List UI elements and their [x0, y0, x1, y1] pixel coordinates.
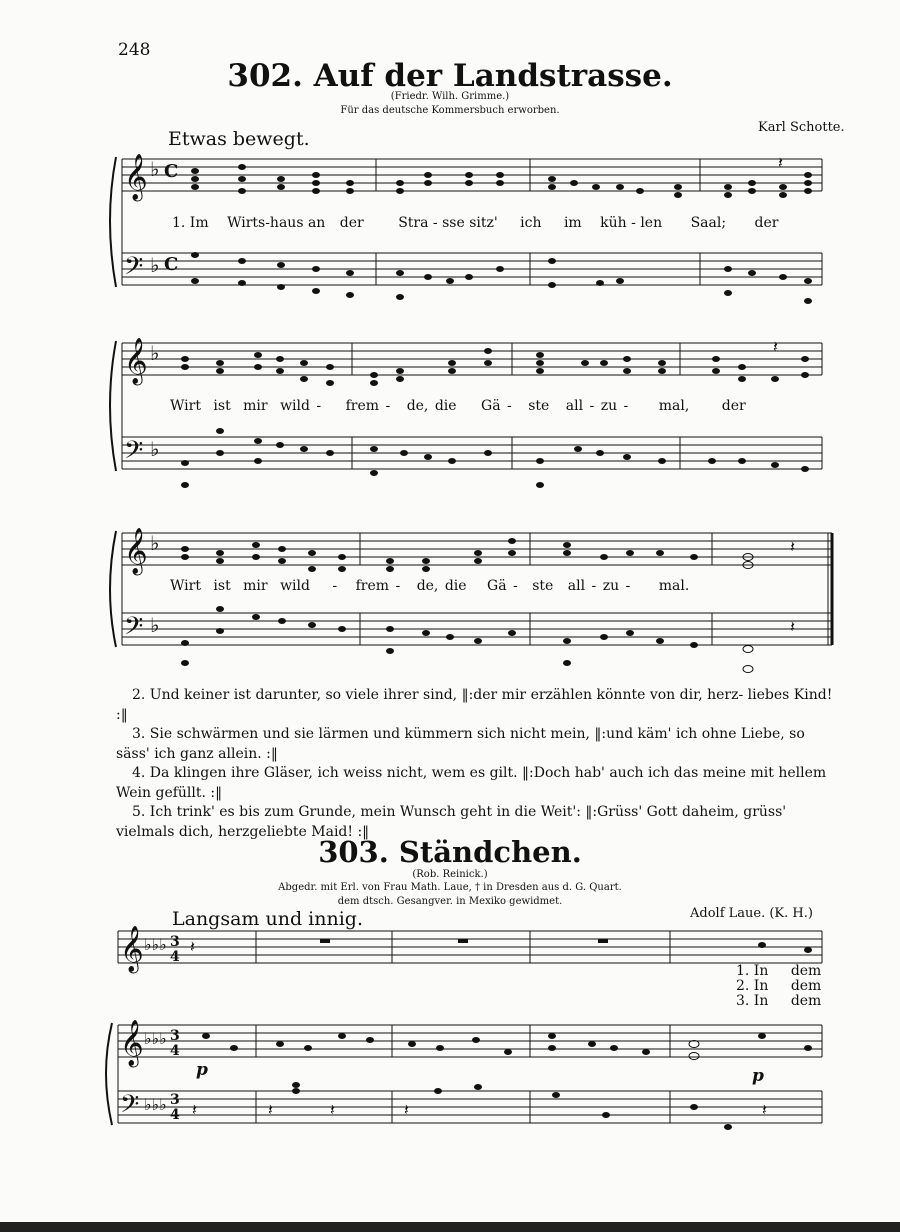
rests [190, 153, 795, 1119]
treble-clef-icon: 𝄞 [124, 154, 148, 200]
dynamic-piano-marking: p [196, 1060, 208, 1080]
svg-text:4: 4 [170, 1043, 180, 1059]
verse-4: 4. Da klingen ihre Gläser, ich weiss nicht, wem es gilt. ‖:Doch hab' auch ich das meine mit hellem Wein gefüllt. :‖ [116, 765, 827, 801]
song-302-composer: Karl Schotte. [758, 120, 845, 135]
time-signature-3-4: 3 [170, 934, 180, 950]
svg-text:3: 3 [170, 1028, 180, 1044]
page-edge [0, 1222, 900, 1232]
flat-icon: ♭ [150, 157, 160, 181]
svg-text:𝄞: 𝄞 [124, 528, 148, 574]
svg-text:𝄽: 𝄽 [330, 1100, 335, 1119]
svg-text:4: 4 [170, 949, 180, 965]
song-302-lyricist: (Friedr. Wilh. Grimme.) [390, 91, 510, 102]
verse-5: 5. Ich trink' es bis zum Grunde, mein Wunsch geht in die Weit': ‖:Grüss' Gott daheim, grüss' vielmals dich, herzgeliebte Maid! :‖ [116, 804, 787, 840]
svg-text:♭♭♭: ♭♭♭ [144, 935, 167, 954]
svg-text:♭: ♭ [150, 531, 160, 555]
svg-text:♭♭♭: ♭♭♭ [144, 1029, 167, 1048]
song-303-note-1: Abgedr. mit Erl. von Frau Math. Laue, † in Dresden aus d. G. Quart. [278, 882, 622, 893]
svg-text:𝄢: 𝄢 [124, 612, 144, 647]
verse-3: 3. Sie schwärmen und sie lärmen und kümmern sich nicht mein, ‖:und käm' ich ohne Liebe, so säss' ich ganz allein. :‖ [116, 726, 805, 762]
lyrics-line-1: 1. Im Wirts-haus an der Stra - sse sitz' ich im küh - len Saal; der [172, 215, 779, 231]
song-302-tempo: Etwas bewegt. [168, 128, 310, 150]
svg-text:𝄞: 𝄞 [120, 926, 144, 972]
system1-bass-staff [122, 253, 822, 285]
svg-text:𝄢: 𝄢 [120, 1090, 140, 1125]
song-303-verse-starts: 1. In dem 2. In dem 3. In dem [736, 963, 822, 1009]
song-302-title: 302. Auf der Landstrasse. [227, 58, 673, 94]
song-303-lyricist: (Rob. Reinick.) [412, 869, 488, 880]
svg-text:𝄽: 𝄽 [790, 537, 795, 556]
song-302-note: Für das deutsche Kommersbuch erworben. [340, 105, 560, 116]
svg-text:C: C [164, 254, 179, 275]
svg-text:♭: ♭ [150, 613, 160, 637]
svg-text:𝄽: 𝄽 [773, 337, 778, 356]
verse-2: 2. Und keiner ist darunter, so viele ihrer sind, ‖:der mir erzählen könnte von dir, herz- liebes Kind! :‖ [116, 687, 833, 723]
svg-text:𝄽: 𝄽 [190, 937, 195, 956]
svg-text:𝄽: 𝄽 [790, 617, 795, 636]
dynamic-piano-marking-2: p [752, 1066, 764, 1086]
svg-text:4: 4 [170, 1107, 180, 1123]
svg-text:𝄢: 𝄢 [124, 436, 144, 471]
svg-text:𝄽: 𝄽 [762, 1100, 767, 1119]
song303-voice-staff [118, 931, 822, 963]
system2-bass-staff [122, 437, 822, 469]
svg-text:𝄞: 𝄞 [124, 338, 148, 384]
song303-piano-treble-staff [118, 1025, 822, 1057]
common-time-icon: C [164, 161, 179, 182]
svg-text:♭: ♭ [150, 437, 160, 461]
svg-text:𝄽: 𝄽 [192, 1100, 197, 1119]
lyrics-line-3: Wirt ist mir wild - frem - de, die Gä - ste all - zu - mal. [170, 578, 690, 594]
bass-clef-icon: 𝄢 [124, 252, 144, 287]
svg-text:𝄽: 𝄽 [778, 153, 783, 172]
svg-text:♭♭♭: ♭♭♭ [144, 1095, 167, 1114]
svg-text:♭: ♭ [150, 253, 160, 277]
lyrics-line-2: Wirt ist mir wild - frem - de, die Gä - ste all - zu - mal, der [170, 398, 746, 414]
song-303-title: 303. Ständchen. [318, 835, 582, 869]
page-number: 248 [118, 40, 151, 60]
song-303-tempo: Langsam und innig. [172, 908, 363, 930]
svg-text:𝄽: 𝄽 [268, 1100, 273, 1119]
note-heads [181, 164, 812, 1130]
svg-text:𝄞: 𝄞 [120, 1020, 144, 1066]
song-303-note-2: dem dtsch. Gesangver. in Mexiko gewidmet. [337, 896, 563, 907]
svg-text:𝄽: 𝄽 [404, 1100, 409, 1119]
svg-text:3: 3 [170, 1092, 180, 1108]
verses-block [116, 686, 836, 842]
svg-text:♭: ♭ [150, 341, 160, 365]
song303-piano-bass-staff [118, 1091, 822, 1123]
song-303-composer: Adolf Laue. (K. H.) [690, 906, 813, 921]
